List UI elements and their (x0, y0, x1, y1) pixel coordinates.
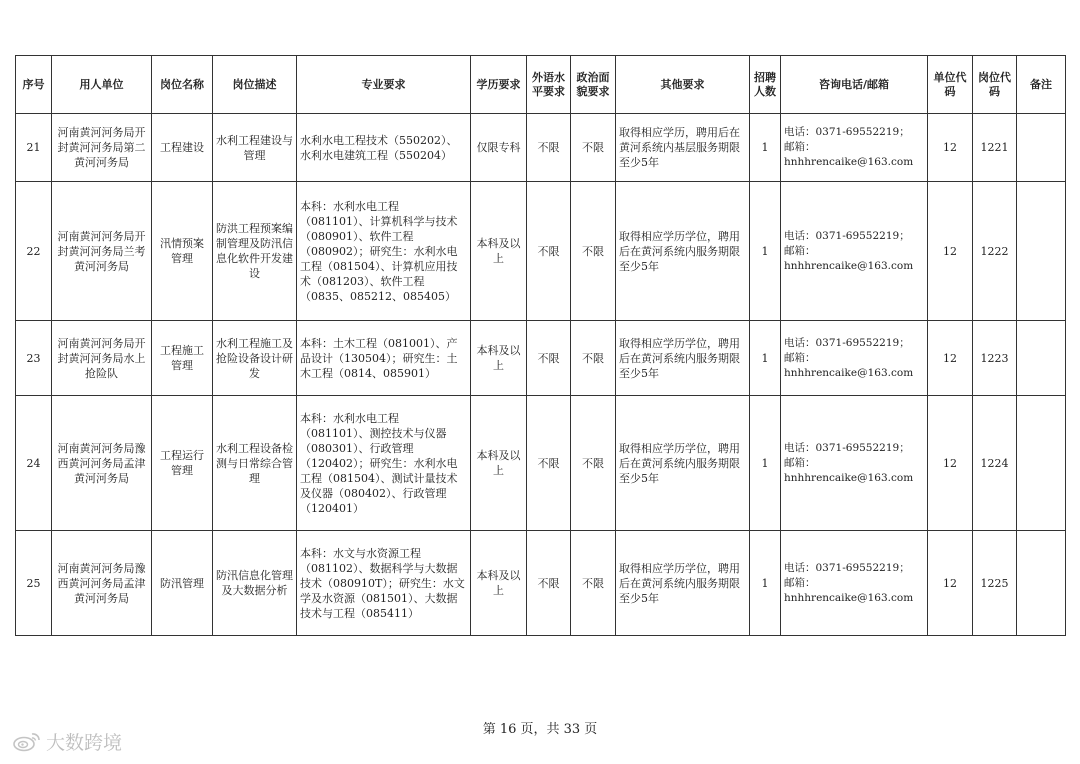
cell-hire-count: 1 (750, 531, 781, 636)
header-seq: 序号 (16, 56, 52, 114)
cell-major: 本科：水利水电工程（081101）、测控技术与仪器（080301）、行政管理（120402）；研究生：水利水电工程（081504）、测试计量技术及仪器（080402）、行政管理（120401） (297, 396, 471, 531)
cell-contact (781, 531, 928, 636)
cell-hire-count: 1 (750, 114, 781, 182)
job-table (15, 55, 1066, 636)
cell-remark (1017, 114, 1066, 182)
table-row (16, 321, 1066, 396)
table-row (16, 396, 1066, 531)
cell-political: 不限 (571, 182, 616, 321)
contact-email[interactable]: hnhhrencaike@163.com (784, 591, 914, 604)
cell-unit: 河南黄河河务局开封黄河河务局兰考黄河河务局 (52, 182, 152, 321)
cell-other: 取得相应学历学位，聘用后在黄河系统内服务期限至少5年 (616, 321, 750, 396)
header-row (16, 56, 1066, 114)
table-row (16, 531, 1066, 636)
cell-seq: 21 (16, 114, 52, 182)
contact-email-label: 邮箱： (784, 351, 816, 364)
contact-email[interactable]: hnhhrencaike@163.com (784, 366, 914, 379)
cell-hire-count: 1 (750, 396, 781, 531)
header-post-name: 岗位名称 (152, 56, 213, 114)
cell-political: 不限 (571, 114, 616, 182)
cell-post-desc: 防汛信息化管理及大数据分析 (213, 531, 297, 636)
contact-phone: 电话：0371-69552219； (784, 336, 910, 349)
cell-hire-count: 1 (750, 182, 781, 321)
cell-post-desc: 水利工程建设与管理 (213, 114, 297, 182)
cell-post-desc: 水利工程施工及抢险设备设计研发 (213, 321, 297, 396)
cell-post-name: 工程运行管理 (152, 396, 213, 531)
header-post-code: 岗位代码 (973, 56, 1017, 114)
cell-contact (781, 396, 928, 531)
contact-phone: 电话：0371-69552219； (784, 561, 910, 574)
cell-seq: 24 (16, 396, 52, 531)
header-language: 外语水平要求 (527, 56, 571, 114)
cell-post-desc: 防洪工程预案编制管理及防汛信息化软件开发建设 (213, 182, 297, 321)
cell-post-code: 1223 (973, 321, 1017, 396)
header-political: 政治面貌要求 (571, 56, 616, 114)
cell-unit-code: 12 (928, 182, 973, 321)
cell-unit: 河南黄河河务局豫西黄河河务局孟津黄河河务局 (52, 396, 152, 531)
header-contact: 咨询电话/邮箱 (781, 56, 928, 114)
header-hire-count: 招聘人数 (750, 56, 781, 114)
cell-political: 不限 (571, 396, 616, 531)
cell-contact (781, 321, 928, 396)
cell-major: 本科：土木工程（081001）、产品设计（130504）；研究生：土木工程（0814、085901） (297, 321, 471, 396)
cell-language: 不限 (527, 182, 571, 321)
cell-political: 不限 (571, 321, 616, 396)
cell-unit-code: 12 (928, 396, 973, 531)
cell-seq: 25 (16, 531, 52, 636)
cell-seq: 22 (16, 182, 52, 321)
cell-education: 本科及以上 (471, 321, 527, 396)
cell-unit-code: 12 (928, 531, 973, 636)
contact-email-label: 邮箱： (784, 576, 816, 589)
cell-other: 取得相应学历，聘用后在黄河系统内基层服务期限至少5年 (616, 114, 750, 182)
cell-post-code: 1221 (973, 114, 1017, 182)
header-unit-code: 单位代码 (928, 56, 973, 114)
cell-other: 取得相应学历学位，聘用后在黄河系统内服务期限至少5年 (616, 396, 750, 531)
contact-phone: 电话：0371-69552219； (784, 229, 910, 242)
cell-education: 本科及以上 (471, 182, 527, 321)
header-post-desc: 岗位描述 (213, 56, 297, 114)
cell-seq: 23 (16, 321, 52, 396)
header-unit: 用人单位 (52, 56, 152, 114)
cell-remark (1017, 531, 1066, 636)
cell-post-code: 1225 (973, 531, 1017, 636)
weibo-icon (12, 730, 42, 752)
cell-post-name: 工程施工管理 (152, 321, 213, 396)
header-other: 其他要求 (616, 56, 750, 114)
watermark-text: 大数跨境 (46, 731, 123, 754)
contact-email[interactable]: hnhhrencaike@163.com (784, 471, 914, 484)
cell-major: 本科：水文与水资源工程（081102）、数据科学与大数据技术（080910T）；研究生：水文学及水资源（081501）、大数据技术与工程（085411） (297, 531, 471, 636)
cell-post-name: 工程建设 (152, 114, 213, 182)
cell-post-name: 防汛管理 (152, 531, 213, 636)
cell-language: 不限 (527, 396, 571, 531)
cell-unit-code: 12 (928, 114, 973, 182)
header-remark: 备注 (1017, 56, 1066, 114)
contact-email[interactable]: hnhhrencaike@163.com (784, 156, 914, 168)
cell-language: 不限 (527, 531, 571, 636)
cell-post-name: 汛情预案管理 (152, 182, 213, 321)
cell-hire-count: 1 (750, 321, 781, 396)
cell-contact (781, 114, 928, 182)
header-education: 学历要求 (471, 56, 527, 114)
cell-political: 不限 (571, 531, 616, 636)
table-row (16, 114, 1066, 182)
cell-post-desc: 水利工程设备检测与日常综合管理 (213, 396, 297, 531)
cell-major: 水利水电工程技术（550202）、水利水电建筑工程（550204） (297, 114, 471, 182)
cell-unit: 河南黄河河务局开封黄河河务局第二黄河河务局 (52, 114, 152, 182)
contact-email-label: 邮箱： (784, 244, 816, 257)
cell-unit: 河南黄河河务局豫西黄河河务局孟津黄河河务局 (52, 531, 152, 636)
cell-post-code: 1222 (973, 182, 1017, 321)
contact-email-label: 邮箱： (784, 456, 816, 469)
header-major: 专业要求 (297, 56, 471, 114)
cell-education: 本科及以上 (471, 396, 527, 531)
cell-post-code: 1224 (973, 396, 1017, 531)
contact-phone: 电话：0371-69552219； (784, 126, 910, 138)
table-row (16, 182, 1066, 321)
cell-major: 本科：水利水电工程（081101）、计算机科学与技术（080901）、软件工程（080902）；研究生：水利水电工程（081504）、计算机应用技术（081203）、软件工程（0835、085212、085405） (297, 182, 471, 321)
cell-education: 仅限专科 (471, 114, 527, 182)
watermark (12, 729, 122, 753)
contact-email[interactable]: hnhhrencaike@163.com (784, 259, 914, 272)
cell-remark (1017, 182, 1066, 321)
cell-remark (1017, 321, 1066, 396)
cell-unit-code: 12 (928, 321, 973, 396)
cell-contact (781, 182, 928, 321)
cell-other: 取得相应学历学位，聘用后在黄河系统内服务期限至少5年 (616, 531, 750, 636)
page-number: 第 16 页，共 33 页 (482, 722, 598, 737)
contact-phone: 电话：0371-69552219； (784, 441, 910, 454)
cell-language: 不限 (527, 321, 571, 396)
cell-language: 不限 (527, 114, 571, 182)
cell-other: 取得相应学历学位，聘用后在黄河系统内服务期限至少5年 (616, 182, 750, 321)
contact-email-label: 邮箱： (784, 141, 816, 153)
cell-unit: 河南黄河河务局开封黄河河务局水上抢险队 (52, 321, 152, 396)
cell-remark (1017, 396, 1066, 531)
cell-education: 本科及以上 (471, 531, 527, 636)
